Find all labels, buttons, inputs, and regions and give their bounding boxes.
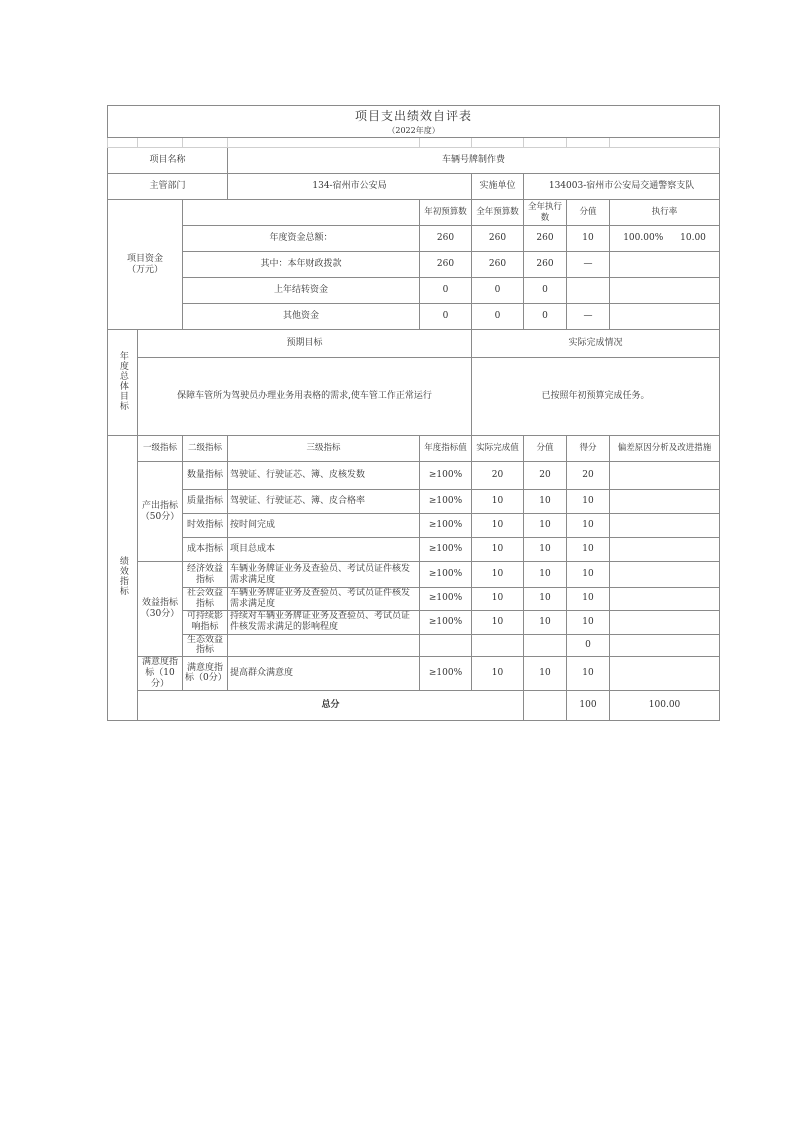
actual-cell <box>472 634 524 657</box>
funds-cell: 260 <box>472 226 524 252</box>
expected-goal-text: 保障车管所为驾驶员办理业务用表格的需求,使车管工作正常运行 <box>138 358 472 436</box>
actual-result-text: 已按照年初预算完成任务。 <box>472 358 720 436</box>
l2-cell: 成本指标 <box>183 538 228 562</box>
funds-header-blank <box>183 200 420 226</box>
funds-cell: 0 <box>524 304 567 330</box>
spacer-cell <box>524 138 567 148</box>
score-cell <box>524 634 567 657</box>
actual-result-label: 实际完成情况 <box>472 330 720 358</box>
funds-header: 全年执行数 <box>524 200 567 226</box>
target-cell: ≥100% <box>420 538 472 562</box>
deviation-cell <box>610 634 720 657</box>
actual-cell: 10 <box>472 514 524 538</box>
actual-cell: 10 <box>472 610 524 634</box>
funds-cell <box>610 304 720 330</box>
total-label: 总分 <box>138 690 524 720</box>
got-cell: 20 <box>567 462 610 490</box>
l3-cell: 持续对车辆业务牌证业务及查验员、考试员证件核发需求满足的影响程度 <box>228 610 420 634</box>
target-cell: ≥100% <box>420 514 472 538</box>
page-title: 项目支出绩效自评表 <box>108 106 720 126</box>
funds-cell <box>567 278 610 304</box>
got-cell: 10 <box>567 562 610 588</box>
target-cell: ≥100% <box>420 462 472 490</box>
score-cell: 10 <box>524 562 567 588</box>
ind-header: 实际完成值 <box>472 436 524 462</box>
score-cell: 10 <box>524 514 567 538</box>
got-cell: 0 <box>567 634 610 657</box>
funds-row-name: 年度资金总额： <box>183 226 420 252</box>
funds-cell: 260 <box>472 252 524 278</box>
got-cell: 10 <box>567 610 610 634</box>
funds-score: 10.00 <box>680 233 706 244</box>
deviation-cell <box>610 514 720 538</box>
target-cell: ≥100% <box>420 610 472 634</box>
funds-cell: 10 <box>567 226 610 252</box>
project-name-value: 车辆号牌制作费 <box>228 148 720 174</box>
l2-cell: 社会效益指标 <box>183 588 228 611</box>
total-got: 100.00 <box>610 690 720 720</box>
target-cell: ≥100% <box>420 490 472 514</box>
evaluation-sheet <box>107 105 719 721</box>
goals-side-text: 年度总体目标 <box>117 350 128 411</box>
dept-value: 134-宿州市公安局 <box>228 174 472 200</box>
project-name-label: 项目名称 <box>108 148 228 174</box>
funds-header: 年初预算数 <box>420 200 472 226</box>
l3-cell <box>228 634 420 657</box>
l2-cell: 时效指标 <box>183 514 228 538</box>
actual-cell: 10 <box>472 657 524 690</box>
deviation-cell <box>610 538 720 562</box>
ind-header: 得分 <box>567 436 610 462</box>
funds-cell: 260 <box>420 252 472 278</box>
spacer-cell <box>228 138 420 148</box>
deviation-cell <box>610 610 720 634</box>
funds-row-name: 上年结转资金 <box>183 278 420 304</box>
dept-label: 主管部门 <box>108 174 228 200</box>
self-evaluation-table <box>107 105 720 721</box>
indicators-side-text: 绩效指标 <box>117 555 128 596</box>
target-cell: ≥100% <box>420 588 472 611</box>
funds-cell: 0 <box>420 304 472 330</box>
spacer-cell <box>138 138 183 148</box>
target-cell <box>420 634 472 657</box>
actual-cell: 10 <box>472 538 524 562</box>
funds-cell: 260 <box>524 252 567 278</box>
spacer-cell <box>567 138 610 148</box>
funds-row-name: 其中：本年财政拨款 <box>183 252 420 278</box>
target-cell: ≥100% <box>420 657 472 690</box>
funds-cell: — <box>567 252 610 278</box>
funds-exec-rate: 100.00% <box>623 233 664 244</box>
l2-cell: 满意度指标（0分） <box>183 657 228 690</box>
ind-header: 三级指标 <box>228 436 420 462</box>
funds-cell <box>610 278 720 304</box>
score-cell: 10 <box>524 610 567 634</box>
spacer-cell <box>472 138 524 148</box>
funds-cell: 0 <box>472 278 524 304</box>
l2-cell: 经济效益指标 <box>183 562 228 588</box>
l3-cell: 驾驶证、行驶证芯、簿、皮合格率 <box>228 490 420 514</box>
l2-cell: 可持续影响指标 <box>183 610 228 634</box>
ind-header: 年度指标值 <box>420 436 472 462</box>
score-cell: 20 <box>524 462 567 490</box>
spacer-cell <box>108 138 138 148</box>
target-cell: ≥100% <box>420 562 472 588</box>
impl-unit-label: 实施单位 <box>472 174 524 200</box>
got-cell: 10 <box>567 538 610 562</box>
funds-cell <box>610 226 720 252</box>
score-cell: 10 <box>524 588 567 611</box>
ind-header: 二级指标 <box>183 436 228 462</box>
got-cell: 10 <box>567 588 610 611</box>
l3-cell: 按时间完成 <box>228 514 420 538</box>
l3-cell: 驾驶证、行驶证芯、簿、皮核发数 <box>228 462 420 490</box>
score-cell: 10 <box>524 490 567 514</box>
deviation-cell <box>610 462 720 490</box>
goals-side-label <box>108 330 138 436</box>
got-cell: 10 <box>567 657 610 690</box>
funds-cell: 0 <box>472 304 524 330</box>
funds-header: 执行率 <box>610 200 720 226</box>
got-cell: 10 <box>567 490 610 514</box>
actual-cell: 10 <box>472 588 524 611</box>
l2-cell: 数量指标 <box>183 462 228 490</box>
expected-goal-label: 预期目标 <box>138 330 472 358</box>
actual-cell: 10 <box>472 562 524 588</box>
funds-row-name: 其他资金 <box>183 304 420 330</box>
l2-cell: 生态效益指标 <box>183 634 228 657</box>
ind-header: 一级指标 <box>138 436 183 462</box>
l3-cell: 车辆业务牌证业务及查验员、考试员证件核发需求满足度 <box>228 588 420 611</box>
funds-cell <box>610 252 720 278</box>
funds-label: 项目资金 （万元） <box>108 200 183 330</box>
deviation-cell <box>610 657 720 690</box>
impl-unit-value: 134003-宿州市公安局交通警察支队 <box>524 174 720 200</box>
deviation-cell <box>610 588 720 611</box>
level1-satisfaction: 满意度指标（10分） <box>138 657 183 690</box>
score-cell: 10 <box>524 538 567 562</box>
funds-header: 分值 <box>567 200 610 226</box>
indicators-side-label <box>108 436 138 721</box>
spacer-cell <box>183 138 228 148</box>
got-cell: 10 <box>567 514 610 538</box>
funds-cell: 260 <box>420 226 472 252</box>
actual-cell: 20 <box>472 462 524 490</box>
deviation-cell <box>610 490 720 514</box>
total-score: 100 <box>567 690 610 720</box>
spacer-cell <box>610 138 720 148</box>
total-blank <box>524 690 567 720</box>
funds-cell: 0 <box>524 278 567 304</box>
funds-header: 全年预算数 <box>472 200 524 226</box>
l3-cell: 项目总成本 <box>228 538 420 562</box>
level1-output: 产出指标 （50分） <box>138 462 183 562</box>
funds-cell: 260 <box>524 226 567 252</box>
score-cell: 10 <box>524 657 567 690</box>
l2-cell: 质量指标 <box>183 490 228 514</box>
l3-cell: 车辆业务牌证业务及查验员、考试员证件核发需求满足度 <box>228 562 420 588</box>
spacer-cell <box>420 138 472 148</box>
year-label: （2022年度） <box>108 126 720 138</box>
funds-cell: 0 <box>420 278 472 304</box>
ind-header: 偏差原因分析及改进措施 <box>610 436 720 462</box>
funds-cell: — <box>567 304 610 330</box>
l3-cell: 提高群众满意度 <box>228 657 420 690</box>
actual-cell: 10 <box>472 490 524 514</box>
level1-benefit: 效益指标 （30分） <box>138 562 183 657</box>
deviation-cell <box>610 562 720 588</box>
ind-header: 分值 <box>524 436 567 462</box>
